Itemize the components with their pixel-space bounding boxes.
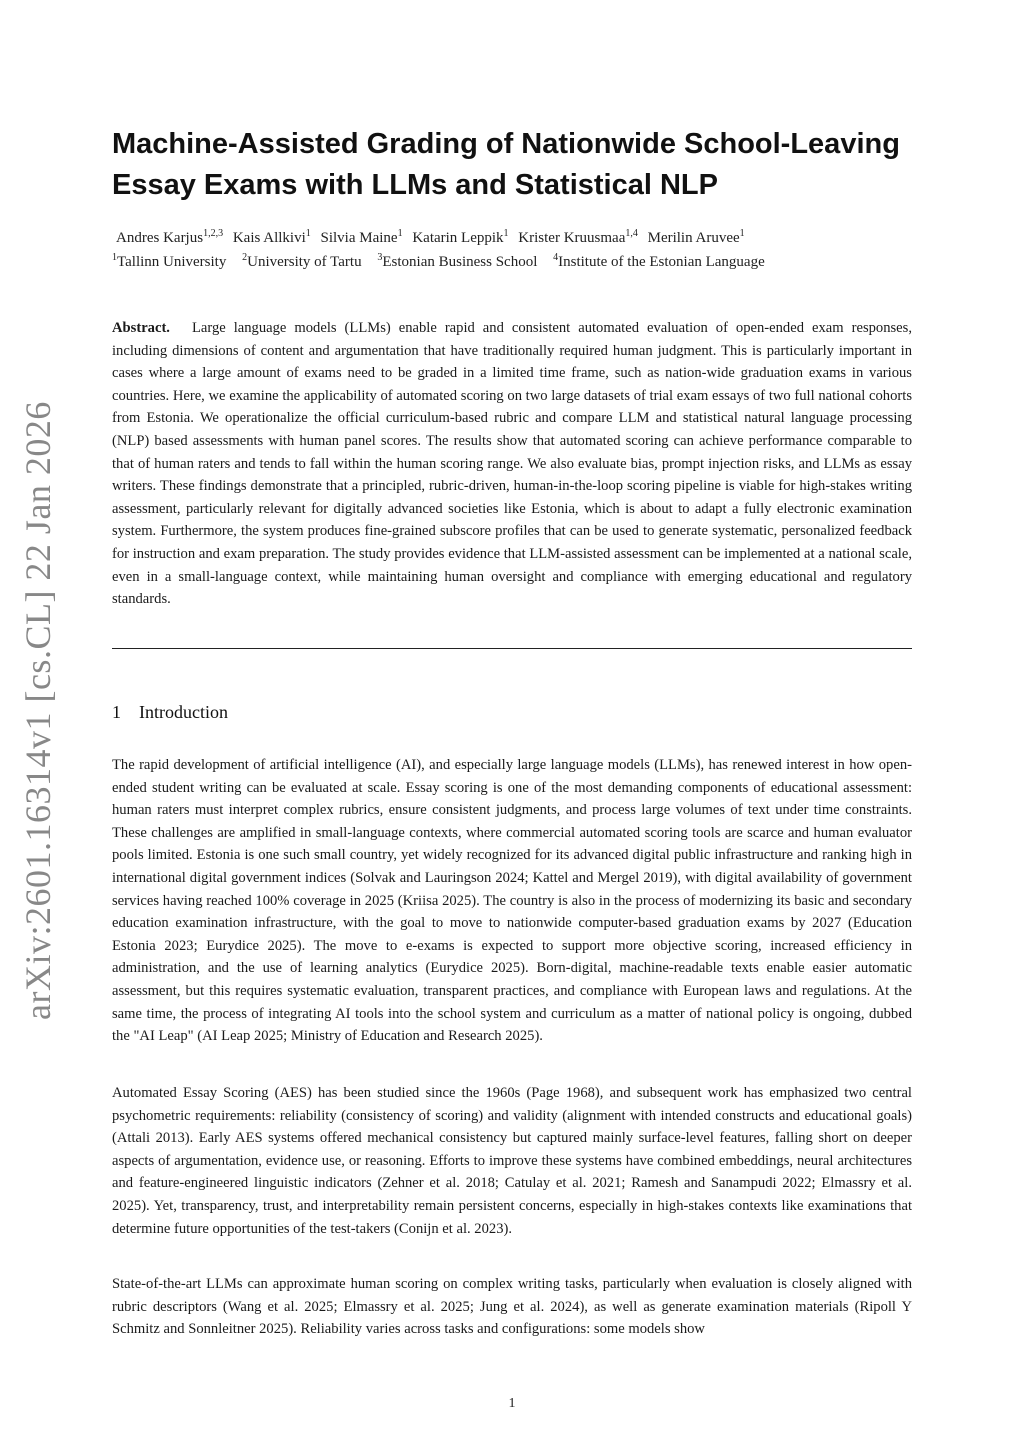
arxiv-identifier[interactable]: arXiv:2601.16314v1 [cs.CL] 22 Jan 2026: [18, 401, 58, 1020]
affiliation-list: [112, 250, 916, 274]
affiliation: $^4$Institute of the Estonian Language: [553, 252, 765, 270]
body-paragraph: State-of-the-art LLMs can approximate human scoring on complex writing tasks, particularly when evaluation is closely aligned with rubric descriptors (Wang et al. 2025; Elmassry et al. 2025; Jung et al. 2024), as well as generate examination materials (Ripoll Y Schmitz and Sonnleitner 2025). Reliability varies across tasks and configurations: some models show: [112, 1276, 912, 1338]
author: Krister Kruusmaa$^{1,4}$: [518, 228, 638, 246]
author-block: [112, 226, 916, 274]
section-title: Introduction: [139, 702, 228, 722]
abstract-text: Large language models (LLMs) enable rapid and consistent automated evaluation of open-ended exam responses, including dimensions of content and argumentation that have traditionally required human judgment. This is particularly important in cases where a large amount of exams need to be graded in a limited time frame, such as nation-wide graduation exams in various countries. Here, we examine the applicability of automated scoring on two large datasets of trial exam essays of two full national cohorts from Estonia. We operationalize the official curriculum-based rubric and compare LLM and statistical natural language processing (NLP) based assessments with human panel scores. The results show that automated scoring can achieve performance comparable to that of human raters and tends to fall within the human scoring range. We also evaluate bias, prompt injection risks, and LLMs as essay writers. These findings demonstrate that a principled, rubric-driven, human-in-the-loop scoring pipeline is viable for high-stakes writing assessment, particularly relevant for digitally advanced societies like Estonia, which is about to adapt a fully electronic examination system. Furthermore, the system produces fine-grained subscore profiles that can be used to generate systematic, personalized feedback for instruction and exam preparation. The study provides evidence that LLM-assisted assessment can be implemented at a national scale, even in a small-language context, while maintaining human oversight and compliance with emerging educational and regulatory standards.: [112, 320, 912, 608]
affiliation: $^2$University of Tartu: [242, 252, 362, 270]
section-number: 1: [112, 702, 121, 722]
author: Kais Allkivi$^1$: [232, 228, 311, 246]
abstract-label: Abstract.: [112, 320, 170, 336]
author: Silvia Maine$^1$: [320, 228, 403, 246]
divider: [112, 648, 912, 649]
section-heading: [112, 702, 228, 723]
body-paragraph: The rapid development of artificial intelligence (AI), and especially large language models (LLMs), has renewed interest in how open-ended student writing can be evaluated at scale. Essay scoring is one of the most demanding components of educational assessment: human raters must interpret complex rubrics, ensure consistent judgments, and process large volumes of text under time constraints. These challenges are amplified in small-language contexts, where commercial automated scoring tools are scarce and human evaluator pools limited. Estonia is one such small country, yet widely recognized for its advanced digital public infrastructure and ranking high in international digital government indices (Solvak and Lauringson 2024; Kattel and Mergel 2019), with digital availability of government services having reached 100% coverage in 2025 (Kriisa 2025). The country is also in the process of modernizing its basic and secondary education examination infrastructure, with the goal to move to nationwide computer-based graduation exams by 2027 (Education Estonia 2023; Eurydice 2025). The move to e-exams is expected to support more objective scoring, increased efficiency in administration, and the use of learning analytics (Eurydice 2025). Born-digital, machine-readable texts enable easier automatic assessment, but this requires systematic evaluation, transparent practices, and compliance with European laws and regulations. At the same time, the process of integrating AI tools into the school system and curriculum as a matter of national policy is ongoing, dubbed the "AI Leap" (AI Leap 2025; Ministry of Education and Research 2025).: [112, 757, 912, 1045]
author: Katarin Leppik$^1$: [412, 228, 509, 246]
author-list: [116, 226, 916, 250]
body-paragraph: Automated Essay Scoring (AES) has been studied since the 1960s (Page 1968), and subsequent work has emphasized two central psychometric requirements: reliability (consistency of scoring) and validity (alignment with intended constructs and educational goals) (Attali 2013). Early AES systems offered mechanical consistency but captured mainly surface-level features, falling short on deeper aspects of argumentation, evidence use, or reasoning. Efforts to improve these systems have combined embeddings, neural architectures and feature-engineered linguistic indicators (Zehner et al. 2018; Catulay et al. 2021; Ramesh and Sanampudi 2022; Elmassry et al. 2025). Yet, transparency, trust, and interpretability remain persistent concerns, especially in high-stakes contexts like examinations that determine future opportunities of the test-takers (Conijn et al. 2023).: [112, 1085, 912, 1237]
abstract: [112, 317, 912, 611]
author: Merilin Aruvee$^1$: [647, 228, 745, 246]
page-number: 1: [508, 1396, 516, 1411]
paper-title: Machine-Assisted Grading of Nationwide School-Leaving Essay Exams with LLMs and Statistical NLP: [112, 128, 900, 201]
affiliation: $^3$Estonian Business School: [377, 252, 538, 270]
author: Andres Karjus$^{1,2,3}$: [116, 228, 224, 246]
affiliation: $^1$Tallinn University: [112, 252, 227, 270]
